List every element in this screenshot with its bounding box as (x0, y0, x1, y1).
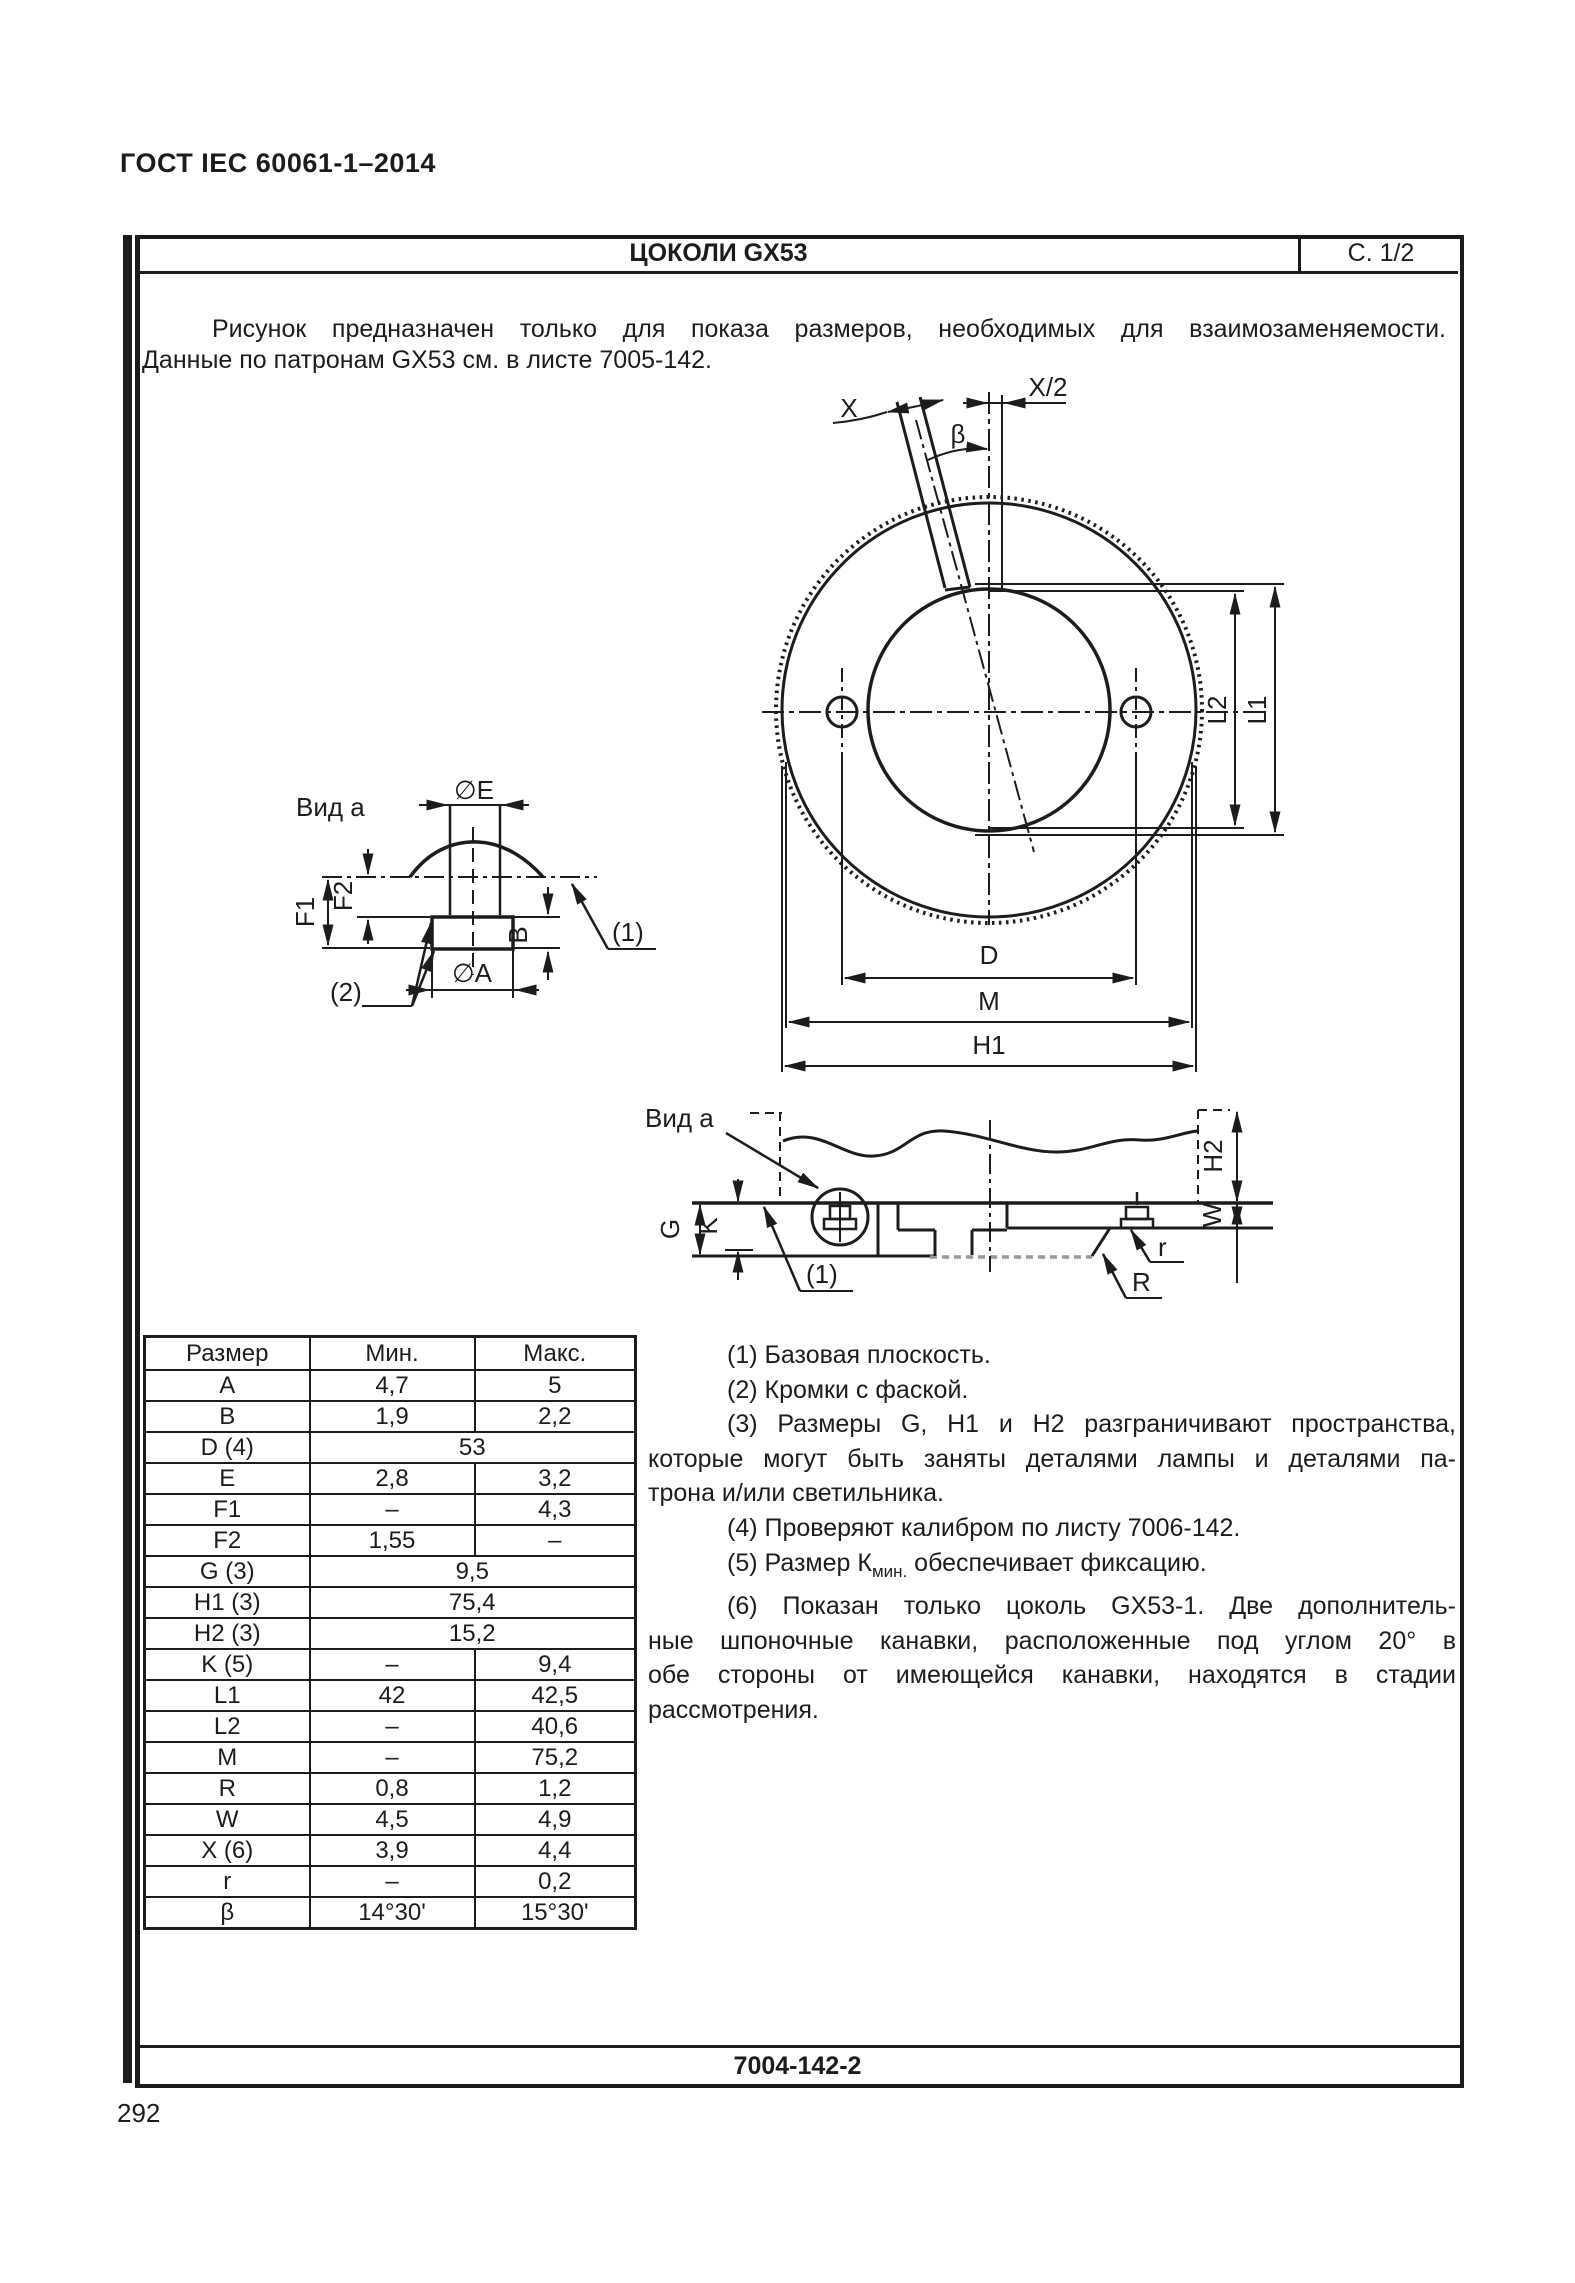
table-row (145, 1494, 636, 1525)
table-row (145, 1463, 636, 1494)
dim-min: – (310, 1742, 475, 1773)
dim-max: 4,9 (475, 1804, 636, 1835)
dim-value: 75,4 (310, 1587, 636, 1618)
dim-value: 9,5 (310, 1556, 636, 1587)
dim-max: 4,4 (475, 1835, 636, 1866)
dim-min: 1,9 (310, 1401, 475, 1432)
standard-number: ГОСТ IEC 60061-1–2014 (120, 148, 436, 178)
dim-h2-label: H2 (1198, 1139, 1228, 1173)
dim-min: – (310, 1494, 475, 1525)
dim-g-label: G (655, 1218, 685, 1240)
dim-max: 75,2 (475, 1742, 636, 1773)
dim-label: F1 (145, 1494, 310, 1525)
dim-f1-label: F1 (290, 896, 320, 928)
dim-f2-label: F2 (328, 880, 358, 912)
sheet-title: ЦОКОЛИ GX53 (629, 239, 808, 267)
dim-l1-label: L1 (1242, 695, 1272, 725)
dim-max: 1,2 (475, 1773, 636, 1804)
table-row (145, 1401, 636, 1432)
table-row (145, 1556, 636, 1587)
dim-min: 2,8 (310, 1463, 475, 1494)
dim-w-label: W (1197, 1202, 1227, 1228)
table-row (145, 1680, 636, 1711)
ref-1-label: (1) (612, 917, 644, 947)
dim-max: 9,4 (475, 1649, 636, 1680)
table-row (145, 1649, 636, 1680)
note-3-line: (3) Размеры G, H1 и H2 разграничивают пространства, (727, 1410, 1456, 1439)
dim-m-label: M (978, 986, 1000, 1016)
dim-max: 4,3 (475, 1494, 636, 1525)
dim-max: 3,2 (475, 1463, 636, 1494)
note-5-subscript: мин. (871, 1561, 908, 1581)
dim-value: 53 (310, 1432, 636, 1463)
dim-r-small-label: r (1158, 1232, 1167, 1262)
note-6-line: обе стороны от имеющейся канавки, находятся в стадии (648, 1661, 1456, 1690)
dimension-table (143, 1335, 637, 1930)
dim-min: 1,55 (310, 1525, 475, 1556)
dim-h1-label: H1 (972, 1030, 1006, 1060)
dim-min: 42 (310, 1680, 475, 1711)
note-1: (1) Базовая плоскость. (727, 1341, 991, 1369)
titlebar-divider (135, 271, 1458, 274)
dim-label: F2 (145, 1525, 310, 1556)
ref-2-label: (2) (330, 977, 362, 1007)
table-row (145, 1525, 636, 1556)
dim-min: – (310, 1649, 475, 1680)
table-row (145, 1370, 636, 1401)
dim-label: r (145, 1866, 310, 1897)
dim-min: – (310, 1711, 475, 1742)
dim-label: L2 (145, 1711, 310, 1742)
dim-min: 4,5 (310, 1804, 475, 1835)
dim-beta-label: β (950, 419, 966, 449)
dim-min: 4,7 (310, 1370, 475, 1401)
dim-value: 15,2 (310, 1618, 636, 1649)
side-view-title: Вид а (645, 1103, 714, 1133)
dim-e-label: ∅E (454, 775, 494, 805)
dim-d-label: D (979, 940, 999, 970)
dim-x-label: X (840, 393, 858, 423)
table-row (145, 1773, 636, 1804)
notes-block (648, 1338, 1456, 1728)
col-header-max: Макс. (475, 1337, 636, 1371)
dim-label: E (145, 1463, 310, 1494)
dim-max: 5 (475, 1370, 636, 1401)
dim-label: B (145, 1401, 310, 1432)
note-4: (4) Проверяют калибром по листу 7006-142. (727, 1513, 1241, 1542)
dim-max: 15°30' (475, 1897, 636, 1929)
table-row (145, 1835, 636, 1866)
table-row (145, 1587, 636, 1618)
dim-b-label: B (503, 926, 533, 944)
intro-line: Рисунок предназначен только для показа размеров, необходимых для взаимозаменяемости. (212, 315, 1446, 343)
note-3-line: трона и/или светильника. (648, 1479, 944, 1508)
detail-view-title: Вид а (296, 792, 365, 822)
dim-max: 2,2 (475, 1401, 636, 1432)
dim-label: W (145, 1804, 310, 1835)
dim-l2-label: L2 (1202, 695, 1232, 725)
dim-label: R (145, 1773, 310, 1804)
intro-line: Данные по патронам GX53 см. в листе 7005-142. (142, 346, 712, 374)
dim-label: A (145, 1370, 310, 1401)
dim-label: H2 (3) (145, 1618, 310, 1649)
table-row (145, 1804, 636, 1835)
note-6-line: рассмотрения. (648, 1695, 819, 1724)
intro-paragraph (142, 314, 1446, 376)
dim-max: 42,5 (475, 1680, 636, 1711)
col-header-size: Размер (145, 1337, 310, 1371)
note-6-line: (6) Показан только цоколь GX53-1. Две дополнитель- (727, 1592, 1456, 1621)
dim-label: H1 (3) (145, 1587, 310, 1618)
table-row (145, 1897, 636, 1929)
dim-label: D (4) (145, 1432, 310, 1463)
dim-label: G (3) (145, 1556, 310, 1587)
sheet-footer-ref: 7004-142-2 (135, 2045, 1460, 2083)
dim-min: 3,9 (310, 1835, 475, 1866)
dim-x2-label: X/2 (1028, 372, 1068, 402)
dim-max: 0,2 (475, 1866, 636, 1897)
note-5: (5) Размер $К_{мин.}$ обеспечивает фиксацию. (727, 1548, 1207, 1581)
table-row (145, 1618, 636, 1649)
table-row (145, 1711, 636, 1742)
note-2: (2) Кромки с фаской. (727, 1375, 969, 1404)
table-row (145, 1742, 636, 1773)
dim-max: 40,6 (475, 1711, 636, 1742)
sheet-page-ref: С. 1/2 (1298, 235, 1461, 271)
ref-1-label: (1) (806, 1259, 838, 1289)
dim-max: – (475, 1525, 636, 1556)
dim-min: 0,8 (310, 1773, 475, 1804)
sheet-left-rule (123, 235, 132, 2083)
dim-label: K (5) (145, 1649, 310, 1680)
dim-a-label: ∅A (452, 958, 492, 988)
dim-r-big-label: R (1132, 1267, 1151, 1297)
note-6-line: ные шпоночные канавки, расположенные под углом 20° в (648, 1626, 1456, 1655)
table-row (145, 1866, 636, 1897)
note-3-line: которые могут быть заняты деталями лампы и деталями па- (648, 1444, 1456, 1473)
dim-k-label: K (693, 1217, 723, 1235)
dim-label: X (6) (145, 1835, 310, 1866)
dim-label: L1 (145, 1680, 310, 1711)
dim-label: M (145, 1742, 310, 1773)
dim-min: 14°30' (310, 1897, 475, 1929)
table-header-row (145, 1337, 636, 1371)
dim-label: β (145, 1897, 310, 1929)
col-header-min: Мин. (310, 1337, 475, 1371)
table-row (145, 1432, 636, 1463)
dim-min: – (310, 1866, 475, 1897)
page-number: 292 (117, 2098, 161, 2128)
